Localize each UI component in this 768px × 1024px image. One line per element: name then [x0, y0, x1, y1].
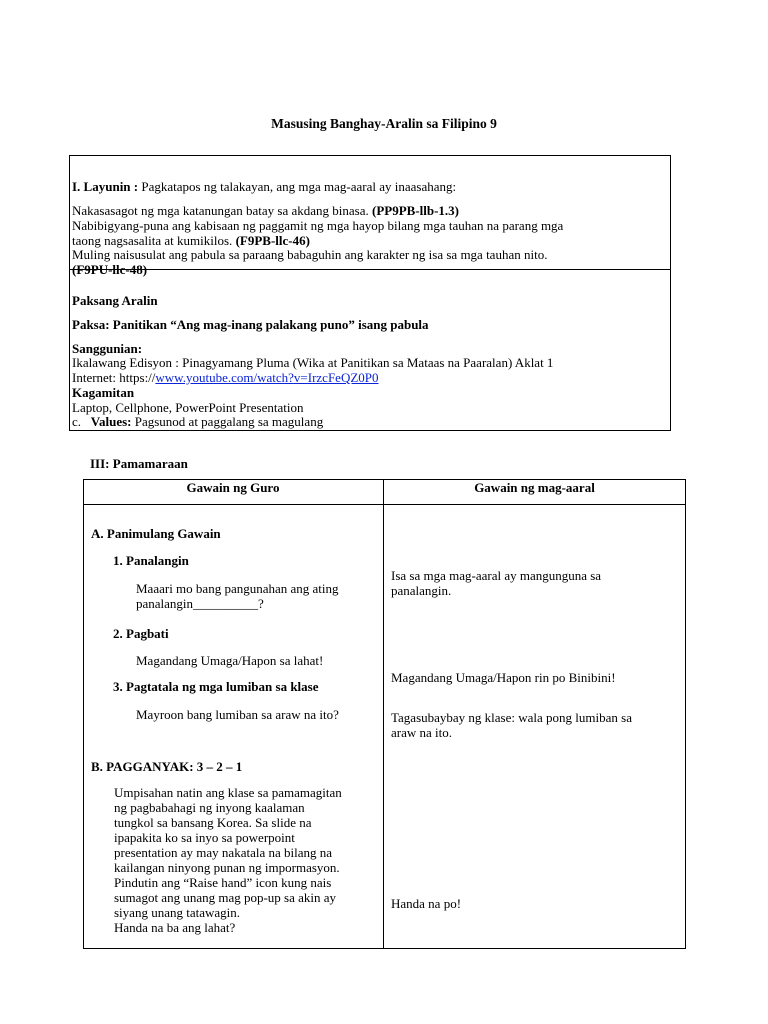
- youtube-link-text: www.youtube.com/watch?: [155, 370, 294, 385]
- pagganyak-line: Umpisahan natin ang klase sa pamamagitan: [114, 785, 342, 800]
- objective-1-text: Nakasasagot ng mga katanungan batay sa akdang binasa.: [72, 203, 372, 218]
- response-3-line-2: araw na ito.: [391, 725, 453, 740]
- objective-1-code: (PP9PB-llb-1.3): [371, 203, 459, 218]
- item-3-text: Mayroon bang lumiban sa araw na ito?: [136, 707, 339, 722]
- pagganyak-line: ipapakita ko sa inyo sa powerpoint: [114, 830, 295, 845]
- paksang-aralin-heading: Paksang Aralin: [72, 293, 158, 308]
- pagganyak-line: presentation ay may nakatala na bilang na: [114, 845, 333, 860]
- pagganyak-paragraph: [114, 785, 379, 935]
- youtube-link-tail: v=IrzcFeQZ0P0: [293, 370, 379, 385]
- pagganyak-line: Pindutin ang “Raise hand” icon kung nais: [114, 875, 332, 890]
- youtube-link[interactable]: [155, 370, 378, 385]
- sanggunian-text: Ikalawang Edisyon : Pinagyamang Pluma (Wika at Panitikan sa Mataas na Paaralan) Aklat 1: [72, 355, 554, 370]
- item-1-line-1: Maaari mo bang pangunahan ang ating: [136, 581, 339, 596]
- box-divider: [69, 269, 671, 270]
- layunin-intro: Pagkatapos ng talakayan, ang mga mag-aaral ay inaasahang:: [138, 179, 457, 194]
- response-1-line-1: Isa sa mga mag-aaral ay mangunguna sa: [391, 568, 602, 583]
- header-gawain-mag-aaral: Gawain ng mag-aaral: [474, 480, 595, 495]
- header-gawain-guro: Gawain ng Guro: [186, 480, 280, 495]
- item-2-text: Magandang Umaga/Hapon sa lahat!: [136, 653, 324, 668]
- values-text: Pagsunod at paggalang sa magulang: [131, 414, 324, 429]
- response-3-line-1: Tagasubaybay ng klase: wala pong lumiban sa: [391, 710, 632, 725]
- pagganyak-line: ng pagbabahagi ng inyong kaalaman: [114, 800, 305, 815]
- item-2-label: 2. Pagbati: [113, 626, 169, 641]
- pagganyak-line: tungkol sa bansang Korea. Sa slide na: [114, 815, 312, 830]
- table-column-divider: [383, 479, 384, 949]
- pagganyak-line: Handa na ba ang lahat?: [114, 920, 236, 935]
- layunin-label: I. Layunin :: [72, 179, 139, 194]
- response-1-line-2: panalangin.: [391, 583, 452, 598]
- item-3-label: 3. Pagtatala ng mga lumiban sa klase: [113, 679, 319, 694]
- response-2: Magandang Umaga/Hapon rin po Binibini!: [391, 670, 616, 685]
- objective-2-line-1: Nabibigyang-puna ang kabisaan ng paggamit ng mga hayop bilang mga tauhan na parang mga: [72, 218, 564, 233]
- layunin-line: [72, 179, 456, 194]
- objective-1: [72, 203, 459, 218]
- pagganyak-line: siyang unang tatawagin.: [114, 905, 240, 920]
- table-header-divider: [83, 504, 686, 505]
- values-prefix: c.: [72, 414, 91, 429]
- internet-line: [72, 370, 379, 385]
- objectives-box: [69, 155, 671, 431]
- values-label: Values:: [90, 414, 132, 429]
- paksa-line: Paksa: Panitikan “Ang mag-inang palakang puno” isang pabula: [72, 317, 429, 332]
- pamamaraan-heading: III: Pamamaraan: [90, 456, 188, 471]
- internet-label: Internet: https://: [72, 370, 156, 385]
- values-line: [72, 414, 323, 429]
- kagamitan-text: Laptop, Cellphone, PowerPoint Presentation: [72, 400, 304, 415]
- pagganyak-line: kailangan ninyong punan ng impormasyon.: [114, 860, 340, 875]
- objective-2-line-2: [72, 233, 310, 248]
- objective-3-text: Muling naisusulat ang pabula sa paraang babaguhin ang karakter ng isa sa mga tauhan nito.: [72, 247, 548, 262]
- page-title: Masusing Banghay-Aralin sa Filipino 9: [271, 116, 497, 131]
- kagamitan-label: Kagamitan: [72, 385, 135, 400]
- item-1-label: 1. Panalangin: [113, 553, 189, 568]
- objective-2-code: (F9PB-llc-46): [235, 233, 310, 248]
- sanggunian-label: Sanggunian:: [72, 341, 143, 356]
- objective-3-code: (F9PU-llc-48): [72, 262, 148, 277]
- pagganyak-line: sumagot ang unang mag pop-up sa akin ay: [114, 890, 337, 905]
- response-4: Handa na po!: [391, 896, 462, 911]
- item-1-line-2: panalangin__________?: [136, 596, 264, 611]
- objective-2-text: taong nagsasalita at kumikilos.: [72, 233, 236, 248]
- section-a-heading: A. Panimulang Gawain: [91, 526, 221, 541]
- section-b-heading: B. PAGGANYAK: 3 – 2 – 1: [91, 759, 243, 774]
